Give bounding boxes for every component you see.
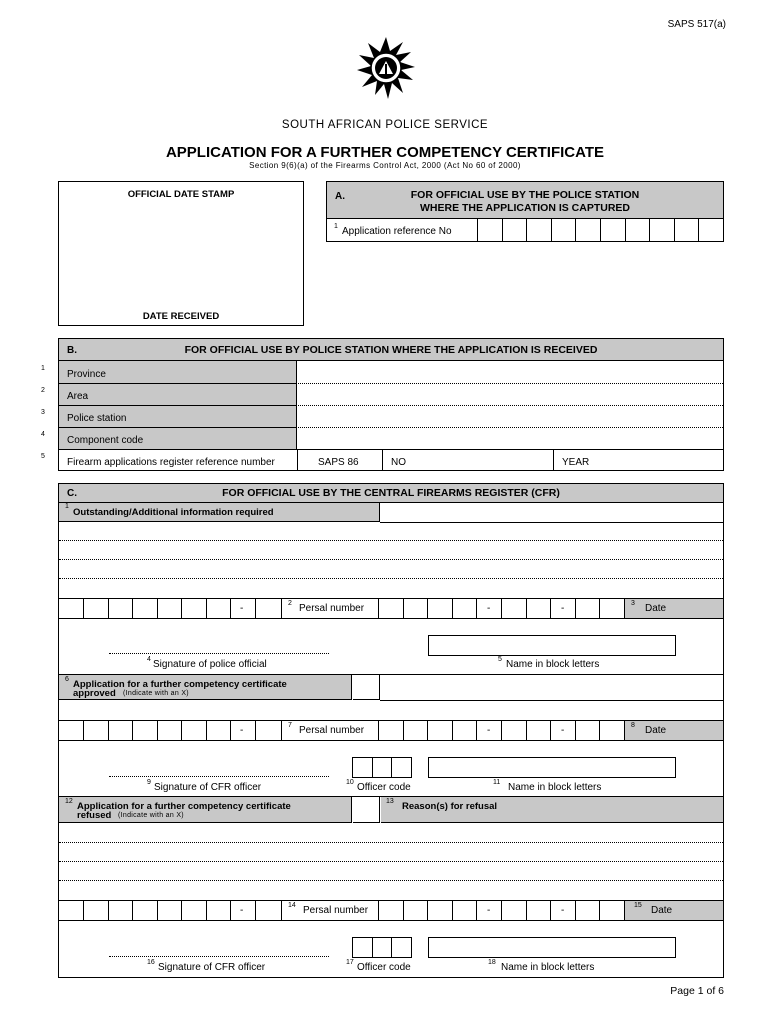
area-field[interactable] [298, 383, 723, 405]
field-num: 14 [288, 902, 296, 909]
approved-label-line2: approved [73, 688, 116, 699]
cfr-signature-label-2: Signature of CFR officer [158, 962, 266, 973]
form-code: SAPS 517(a) [667, 19, 726, 30]
cfr-officer-signature-field-1[interactable] [109, 755, 329, 776]
section-b [58, 338, 724, 471]
section-a-letter: A. [335, 191, 345, 202]
date-label-cell-1 [625, 599, 723, 618]
date-boxes-3[interactable] [378, 900, 625, 920]
province-label: Province [67, 369, 106, 380]
section-c-heading: FOR OFFICIAL USE BY THE CENTRAL FIREARMS REGISTER (CFR) [222, 487, 560, 499]
saps-emblem-icon [351, 37, 421, 103]
officer-code-boxes-2[interactable] [352, 937, 412, 958]
dash: - [487, 725, 491, 736]
section-c-header [59, 484, 723, 503]
refusal-reason-label-cell [381, 797, 723, 823]
date-boxes-2[interactable] [378, 720, 625, 740]
section-b-heading: FOR OFFICIAL USE BY POLICE STATION WHERE THE APPLICATION IS RECEIVED [184, 344, 598, 356]
application-ref-boxes[interactable] [477, 219, 723, 241]
cfr-officer-signature-field-2[interactable] [109, 935, 329, 956]
refusal-reason-label: Reason(s) for refusal [402, 801, 498, 812]
approved-notes-field[interactable] [380, 675, 723, 700]
officer-code-boxes-1[interactable] [352, 757, 412, 778]
police-official-name-field[interactable] [428, 635, 676, 656]
approved-checkbox[interactable] [353, 675, 380, 700]
date-label-3: Date [651, 905, 673, 916]
refused-label-line2: refused [77, 810, 112, 821]
dash: - [561, 603, 565, 614]
persal-label-2: Persal number [299, 725, 365, 736]
dash: - [240, 725, 244, 736]
persal-boxes-2[interactable] [59, 720, 281, 740]
area-label: Area [67, 391, 89, 402]
refused-hint: (Indicate with an X) [118, 812, 184, 819]
field-num: 18 [488, 959, 496, 966]
section-a-heading-1: FOR OFFICIAL USE BY THE POLICE STATION [410, 189, 640, 201]
field-num: 15 [634, 902, 642, 909]
field-num: 8 [631, 722, 635, 729]
section-c-letter: C. [67, 488, 77, 499]
field-num: 1 [65, 503, 69, 510]
field-num: 9 [147, 779, 151, 786]
field-num: 7 [288, 722, 292, 729]
persal-boxes-1[interactable] [59, 598, 281, 618]
application-ref-label: Application reference No [342, 226, 452, 237]
year-label: YEAR [562, 457, 590, 468]
section-b-header [59, 339, 723, 361]
field-num: 6 [65, 676, 69, 683]
police-official-signature-field[interactable] [109, 632, 329, 653]
field-num: 11 [493, 779, 501, 786]
date-boxes-1[interactable] [378, 598, 625, 618]
agency-name: SOUTH AFRICAN POLICE SERVICE [281, 119, 489, 131]
cfr-name-label-1: Name in block letters [508, 782, 602, 793]
persal-boxes-3[interactable] [59, 900, 281, 920]
dash: - [240, 603, 244, 614]
field-num: 13 [386, 798, 394, 805]
page-title: APPLICATION FOR A FURTHER COMPETENCY CERTIFICATE [165, 144, 605, 161]
register-ref-label: Firearm applications register reference number [67, 457, 275, 468]
outstanding-info-field[interactable] [381, 503, 723, 522]
date-label-cell-3 [625, 901, 723, 920]
outstanding-info-lines[interactable] [59, 522, 723, 598]
dash: - [487, 905, 491, 916]
date-label-cell-2 [625, 721, 723, 740]
outstanding-info-label-cell [59, 503, 380, 522]
province-field[interactable] [298, 361, 723, 383]
date-received-label: DATE RECEIVED [142, 311, 220, 322]
section-c [58, 483, 724, 978]
section-a-heading-2: WHERE THE APPLICATION IS CAPTURED [419, 202, 630, 214]
field-num: 17 [346, 959, 354, 966]
date-stamp-box[interactable] [58, 181, 304, 326]
page-number: Page 1 of 6 [670, 985, 724, 997]
persal-label-3: Persal number [303, 905, 369, 916]
dash: - [487, 603, 491, 614]
date-stamp-title: OFFICIAL DATE STAMP [127, 189, 235, 200]
dash: - [240, 905, 244, 916]
register-year-field[interactable] [554, 450, 723, 470]
dash: - [561, 725, 565, 736]
field-num: 3 [631, 600, 635, 607]
cfr-officer-name-field-1[interactable] [428, 757, 676, 778]
section-b-letter: B. [67, 345, 77, 356]
section-a [326, 181, 724, 242]
row-num: 4 [41, 431, 45, 438]
officer-code-label-2: Officer code [357, 962, 411, 973]
date-label-2: Date [645, 725, 667, 736]
cfr-officer-name-field-2[interactable] [428, 937, 676, 958]
field-num: 10 [346, 779, 354, 786]
field-num: 2 [288, 600, 292, 607]
component-code-field[interactable] [298, 427, 723, 449]
page-subtitle: Section 9(6)(a) of the Firearms Control Act, 2000 (Act No 60 of 2000) [249, 161, 521, 170]
refused-label-line1: Application for a further competency certificate [77, 801, 291, 812]
row-num: 3 [41, 409, 45, 416]
refused-checkbox[interactable] [353, 797, 380, 823]
dash: - [561, 905, 565, 916]
section-a-header [327, 182, 723, 219]
field-num: 4 [147, 656, 151, 663]
police-official-name-label: Name in block letters [506, 659, 600, 670]
outstanding-info-label: Outstanding/Additional information required [73, 507, 274, 518]
row-num: 1 [41, 365, 45, 372]
approved-label-cell [59, 675, 352, 700]
row-num: 2 [41, 387, 45, 394]
police-station-field[interactable] [298, 405, 723, 427]
approved-hint: (Indicate with an X) [123, 690, 189, 697]
saps86-label: SAPS 86 [318, 457, 359, 468]
register-no-field[interactable] [383, 450, 553, 470]
cfr-signature-label-1: Signature of CFR officer [154, 782, 262, 793]
police-station-label: Police station [67, 413, 127, 424]
field-num: 1 [334, 223, 338, 230]
row-num: 5 [41, 453, 45, 460]
field-num: 16 [147, 959, 155, 966]
component-code-label: Component code [67, 435, 144, 446]
approved-label-line1: Application for a further competency certificate [73, 679, 287, 690]
persal-label-1: Persal number [299, 603, 365, 614]
field-num: 5 [498, 656, 502, 663]
police-official-signature-label: Signature of police official [153, 659, 267, 670]
refused-label-cell [59, 797, 352, 823]
officer-code-label-1: Officer code [357, 782, 411, 793]
field-num: 12 [65, 798, 73, 805]
date-label-1: Date [645, 603, 667, 614]
cfr-name-label-2: Name in block letters [501, 962, 595, 973]
no-label: NO [391, 457, 406, 468]
